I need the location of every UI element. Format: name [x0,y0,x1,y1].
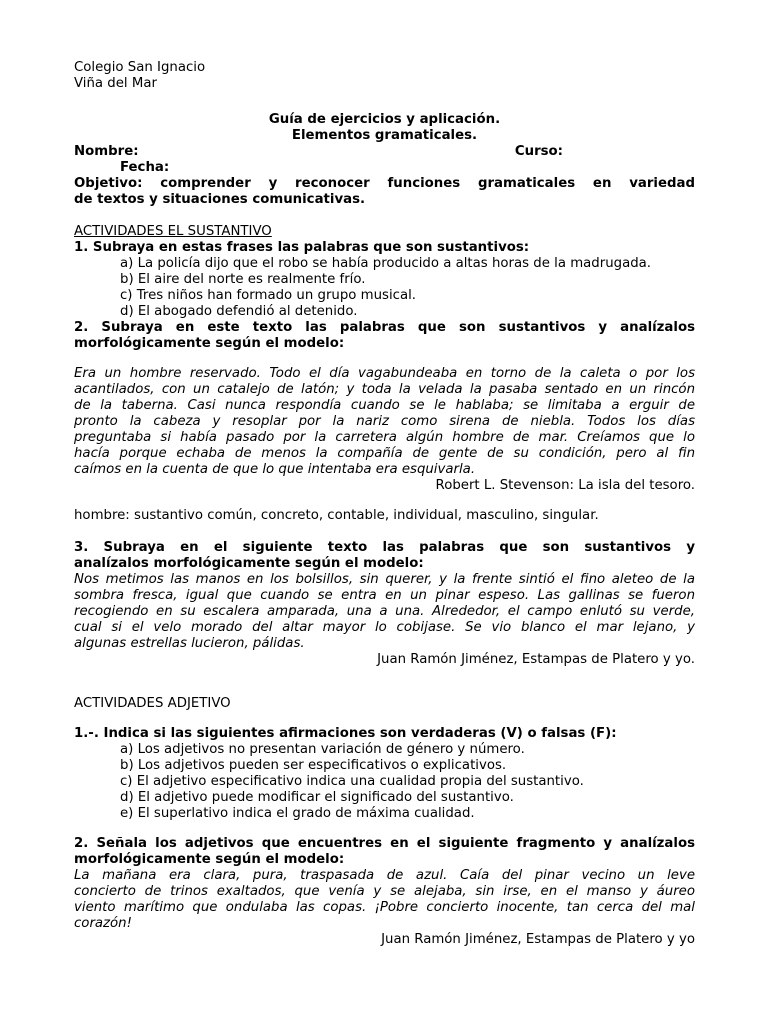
adjective-question-1: 1.-. Indica si las siguientes afirmaciones son verdaderas (V) o falsas (F): [74,726,617,741]
document-title: Guía de ejercicios y aplicación. [268,112,501,127]
list-item: e) El superlativo indica el grado de máxima cualidad. [120,806,475,821]
noun-activities-heading: ACTIVIDADES EL SUSTANTIVO [74,224,272,239]
noun-question-1: 1. Subraya en estas frases las palabras que son sustantivos: [74,240,530,255]
passage-line: caímos en la cuenta de que lo que intentaba era esquivarla. [74,462,476,477]
date-label: Fecha: [120,160,170,175]
noun-question-2-line-1: 2. Subraya en este texto las palabras que son sustantivos y analízalos [74,320,695,335]
city-name: Viña del Mar [74,76,157,91]
list-item: b) El aire del norte es realmente frío. [120,272,366,287]
list-item: a) La policía dijo que el robo se había producido a altas horas de la madrugada. [120,256,652,271]
passage-line: La mañana era clara, pura, traspasada de azul. Caía del pinar vecino un leve [74,868,695,883]
passage-line: acantilados, con un catalejo de latón; y toda la velada la pasaba sentado en un rincón [74,382,695,397]
document-subtitle: Elementos gramaticales. [291,128,478,143]
passage-line: corazón! [74,916,132,931]
list-item: a) Los adjetivos no presentan variación de género y número. [120,742,525,757]
adjective-activities-heading: ACTIVIDADES ADJETIVO [74,696,231,711]
platero-passage-2 [74,868,695,932]
objective-line-2: de textos y situaciones comunicativas. [74,192,366,207]
passage-line: algunas estrellas lucieron, pálidas. [74,636,305,651]
noun-question-3-line-2: analízalos morfológicamente según el modelo: [74,556,424,571]
school-name: Colegio San Ignacio [74,60,206,75]
passage-line: cual si el velo morado del altar mayor lo cobijase. Se vio blanco el mar lejano, y [74,620,695,635]
noun-question-3-line-1: 3. Subraya en el siguiente texto las palabras que son sustantivos y [74,540,695,555]
passage-line: Nos metimos las manos en los bolsillos, sin querer, y la frente sintió el fino aleteo de la [74,572,695,587]
passage-line: recogiendo en su escalera amparada, una a una. Alrededor, el campo enlutó su verde, [74,604,695,619]
passage-line: concierto de trinos exaltados, que venía y se alejaba, sin irse, en el manso y áureo [74,884,695,899]
passage-line: Era un hombre reservado. Todo el día vagabundeaba en torno de la caleta o por los [74,366,695,381]
list-item: d) El abogado defendió al detenido. [120,304,358,319]
name-course-row [74,144,695,160]
platero-source-1: Juan Ramón Jiménez, Estampas de Platero y yo. [377,652,695,667]
platero-passage-1 [74,572,695,652]
adjective-question-2-line-1: 2. Señala los adjetivos que encuentres en el siguiente fragmento y analízalos [74,836,695,851]
passage-line: sombra fresca, igual que cuando se entra en un pinar espeso. Las gallinas se fueron [74,588,695,603]
passage-line: viento marítimo que ondulaba las copas. ¡Pobre concierto inocente, tan cerca del mal [74,900,695,915]
stevenson-source: Robert L. Stevenson: La isla del tesoro. [435,478,695,493]
adjective-question-2-line-2: morfológicamente según el modelo: [74,852,345,867]
stevenson-passage [74,366,695,478]
passage-line: hacía porque echaba de menos la compañía de gente de su condición, pero al fin [74,446,695,461]
list-item: b) Los adjetivos pueden ser especificativos o explicativos. [120,758,507,773]
list-item: d) El adjetivo puede modificar el significado del sustantivo. [120,790,514,805]
list-item: c) El adjetivo especificativo indica una cualidad propia del sustantivo. [120,774,584,789]
noun-question-2-line-2: morfológicamente según el modelo: [74,336,345,351]
passage-line: de la taberna. Casi nunca respondía cuando se le hablaba; se limitaba a erguir de [74,398,695,413]
list-item: c) Tres niños han formado un grupo musical. [120,288,417,303]
passage-line: pronto la cabeza y resoplar por la nariz como sirena de niebla. Todos los días [74,414,695,429]
course-label: Curso: [514,144,563,159]
passage-line: preguntaba si había pasado por la carretera algún hombre de mar. Creíamos que lo [74,430,695,445]
worksheet-page [74,60,695,948]
platero-source-2: Juan Ramón Jiménez, Estampas de Platero y yo [381,932,695,947]
objective-line-1: Objetivo: comprender y reconocer funciones gramaticales en variedad [74,176,695,191]
noun-model-example: hombre: sustantivo común, concreto, contable, individual, masculino, singular. [74,508,599,523]
name-label: Nombre: [74,144,139,159]
